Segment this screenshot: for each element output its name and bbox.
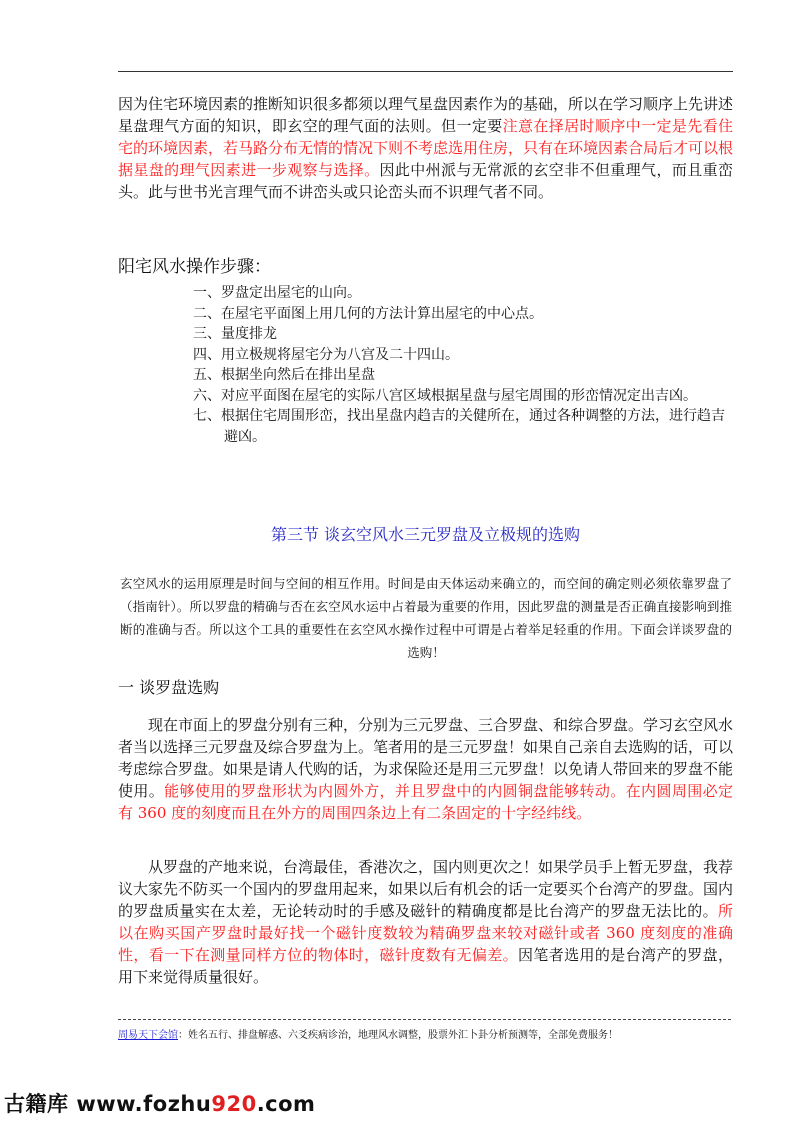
compass-types-paragraph <box>118 714 733 824</box>
step-item: 二、在屋宅平面图上用几何的方法计算出屋宅的中心点。 <box>193 305 543 322</box>
highlighted-text: 注意在择居时顺序中一定是先看住宅的环境因素，若马路分布无情的情况下则不考虑选用住房，只有在环境因素合局后才可以根据星盘的理气因素进一步观察与选择。 <box>118 117 734 179</box>
step-item: 一、罗盘定出屋宅的山向。 <box>193 285 361 301</box>
footer <box>118 1026 733 1041</box>
paragraph-text: 因笔者选用的是台湾产的罗盘，用下来觉得质量很好。 <box>118 946 733 986</box>
step-item: 五、根据坐向然后在排出星盘 <box>193 367 375 383</box>
watermark-url-number: 920 <box>211 1092 257 1116</box>
footer-rule <box>118 1019 731 1020</box>
step-item: 四、用立极规将屋宅分为八宫及二十四山。 <box>193 346 459 363</box>
highlighted-text: 能够使用的罗盘形状为内圆外方，并且罗盘中的内圆铜盘能够转动。在内圆周围必定有 360 度的刻度而且在外方的周围四条边上有二条固定的十字经纬线。 <box>118 782 733 822</box>
footer-link[interactable]: 周易天下会馆 <box>118 1030 178 1041</box>
paragraph-text: 现在市面上的罗盘分别有三种，分别为三元罗盘、三合罗盘、和综合罗盘。学习玄空风水者当以选择三元罗盘及综合罗盘为上。笔者用的是三元罗盘！如果自己亲自去选购的话，可以考虑综合罗盘。如果是请人代购的话，为求保险还是用三元罗盘！以免请人带回来的罗盘不能使用。 <box>118 716 734 800</box>
steps-heading: 阳宅风水操作步骤： <box>118 257 271 277</box>
section-intro: 玄空风水的运用原理是时间与空间的相互作用。时间是由天体运动来确立的，而空间的确定则必须依靠罗盘了（指南针）。所以罗盘的精确与否在玄空风水运中占着最为重要的作用，因此罗盘的测量是否正确直接影响到推断的准确与否。所以这个工具的重要性在玄空风水操作过程中可谓是占着举足轻重的作用。下面会详谈罗盘的选购！ <box>120 576 732 660</box>
footer-text: ：姓名五行、排盘解惑、六爻疾病诊治，地理风水调整，股票外汇卜卦分析预测等，全部免费服务！ <box>178 1030 618 1041</box>
paragraph-text: 因此中州派与无常派的玄空非不但重理气，而且重峦头。此与世书光言理气而不讲峦头或只论峦头而不识理气者不同。 <box>118 161 733 201</box>
subsection-title: 一 谈罗盘选购 <box>118 678 220 697</box>
highlighted-text: 所以在购买国产罗盘时最好找一个磁针度数较为精确罗盘来较对磁针或者 360 度刻度的准确性，看一下在测量同样方位的物体时，磁针度数有无偏差。 <box>118 902 733 964</box>
steps-list <box>193 283 733 447</box>
watermark-url-suffix: .com <box>256 1092 316 1116</box>
step-item: 三、量度排龙 <box>193 326 277 342</box>
header-rule <box>118 71 733 72</box>
compass-origin-paragraph <box>118 856 733 988</box>
watermark-url: www.fozhu <box>76 1092 212 1116</box>
step-item: 七、根据住宅周围形峦，找出星盘内趋吉的关健所在，通过各种调整的方法，进行趋吉避凶。 <box>193 408 725 445</box>
step-item: 六、对应平面图在屋宅的实际八宫区域根据星盘与屋宅周围的形峦情况定出吉凶。 <box>193 387 697 404</box>
intro-paragraph <box>118 93 733 203</box>
watermark-brand: 古籍库 <box>4 1092 69 1116</box>
paragraph-text: 从罗盘的产地来说，台湾最佳，香港次之，国内则更次之！如果学员手上暂无罗盘，我荐议大家先不防买一个国内的罗盘用起来，如果以后有机会的话一定要买个台湾产的罗盘。国内的罗盘质量实在太差，无论转动时的手感及磁针的精确度都是比台湾产的罗盘无法比的。 <box>118 858 734 920</box>
section-title: 第三节 谈玄空风水三元罗盘及立极规的选购 <box>270 525 581 544</box>
watermark <box>4 1088 315 1118</box>
paragraph-text: 因为住宅环境因素的推断知识很多都须以理气星盘因素作为的基础，所以在学习顺序上先讲述星盘理气方面的知识，即玄空的理气面的法则。但一定要 <box>118 95 734 135</box>
